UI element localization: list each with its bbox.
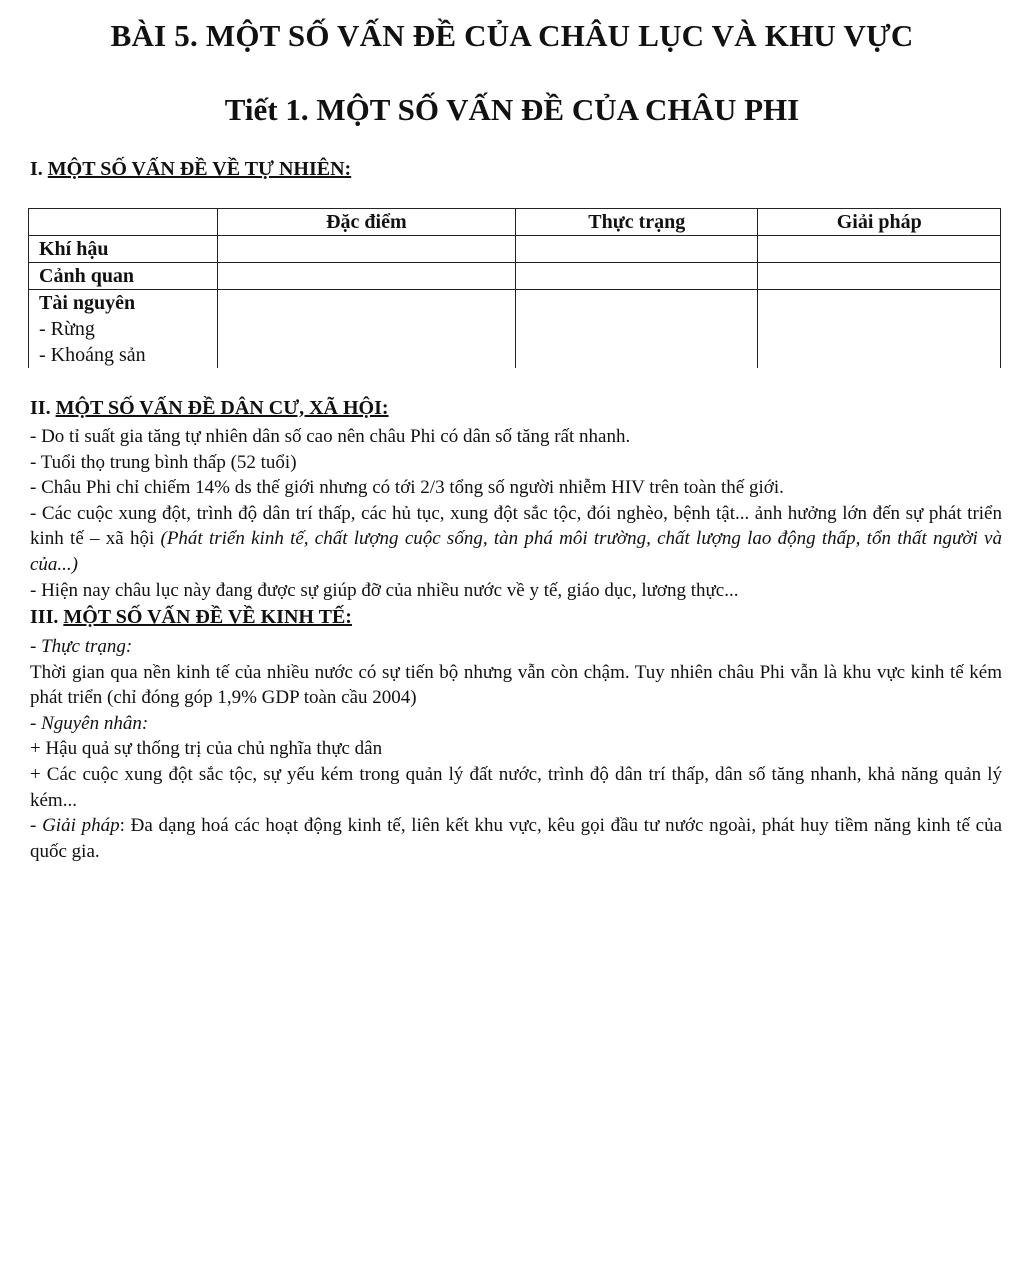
section2-body (30, 424, 1002, 603)
section2-line-4 (30, 501, 1002, 578)
row-label-forest: - Rừng (39, 318, 95, 340)
section2-line-3: - Châu Phi chỉ chiếm 14% ds thế giới nhưng có tới 2/3 tổng số người nhiễm HIV trên toàn thế giới. (30, 477, 784, 499)
solution-line (30, 813, 1002, 864)
section2-line-1: - Do tỉ suất gia tăng tự nhiên dân số cao nên châu Phi có dân số tăng rất nhanh. (30, 426, 631, 447)
cause-item-1: + Hậu quả sự thống trị của chủ nghĩa thực dân (30, 738, 383, 760)
row-label-landscape: Cảnh quan (29, 263, 218, 290)
table-row (29, 236, 1001, 263)
row-label-resources-cell (29, 290, 218, 369)
table-cell (758, 236, 1001, 263)
table-cell (217, 263, 515, 290)
lesson-subtitle: Tiết 1. MỘT SỐ VẤN ĐỀ CỦA CHÂU PHI (224, 92, 800, 127)
status-label: - Thực trạng: (30, 636, 133, 657)
section2-title: MỘT SỐ VẤN ĐỀ DÂN CƯ, XÃ HỘI: (55, 397, 389, 419)
table-cell (217, 236, 515, 263)
row-label-climate: Khí hậu (29, 236, 218, 263)
row-label-minerals: - Khoáng sản (39, 344, 146, 366)
lesson-title: BÀI 5. MỘT SỐ VẤN ĐỀ CỦA CHÂU LỤC VÀ KHU VỰC (110, 18, 914, 53)
table-row (29, 263, 1001, 290)
section1-title: MỘT SỐ VẤN ĐỀ VỀ TỰ NHIÊN: (47, 158, 352, 180)
section2-line-2: - Tuổi thọ trung bình thấp (52 tuổi) (30, 451, 297, 473)
section3-body (30, 634, 1002, 864)
section2-line-5: - Hiện nay châu lục này đang được sự giúp đỡ của nhiều nước về y tế, giáo dục, lương thực... (30, 579, 739, 601)
status-text: Thời gian qua nền kinh tế của nhiều nước có sự tiến bộ nhưng vẫn còn chậm. Tuy nhiên châu Phi vẫn là khu vực kinh tế kém phát triển (chỉ đóng góp 1,9% GDP toàn cầu 2004) (30, 661, 1002, 709)
table-cell (758, 290, 1001, 369)
section1-heading (30, 158, 351, 181)
section3-heading (30, 606, 352, 629)
table-cell (516, 236, 758, 263)
table-header-characteristics: Đặc điểm (217, 209, 515, 236)
row-label-resources: Tài nguyên (39, 292, 136, 314)
section2-line-4-italic: (Phát triển kinh tế, chất lượng cuộc sống, tàn phá môi trường, chất lượng lao động thấp, tổn thất người và của...) (30, 528, 1002, 575)
table-cell (516, 290, 758, 369)
solution-text: : Đa dạng hoá các hoạt động kinh tế, liên kết khu vực, kêu gọi đầu tư nước ngoài, phát huy tiềm năng kinh tế của quốc gia. (30, 815, 1003, 862)
nature-issues-table (28, 208, 1001, 368)
section3-prefix: III. (30, 606, 64, 628)
table-cell (516, 263, 758, 290)
section2-line-4-text: - Các cuộc xung đột, trình độ dân trí thấp, các hủ tục, xung đột sắc tộc, đói nghèo, bệnh tật... ảnh hưởng lớn đến sự phát triển kinh tế – xã hội (30, 502, 1002, 550)
section2-prefix: II. (30, 397, 56, 419)
section1-prefix: I. (30, 158, 48, 180)
cause-item-2: + Các cuộc xung đột sắc tộc, sự yếu kém trong quản lý đất nước, trình độ dân trí thấp, dân số tăng nhanh, khả năng quản lý kém... (30, 763, 1002, 811)
table-row (29, 290, 1001, 369)
table-cell (758, 263, 1001, 290)
table-header-solution: Giải pháp (758, 209, 1001, 236)
solution-dash: - (30, 815, 43, 837)
table-cell (217, 290, 515, 369)
table-header-status: Thực trạng (516, 209, 758, 236)
section3-title: MỘT SỐ VẤN ĐỀ VỀ KINH TẾ: (63, 606, 352, 628)
cause-label: - Nguyên nhân: (30, 712, 149, 734)
table-header-empty (29, 209, 218, 236)
section2-heading (30, 397, 389, 420)
table-header-row (29, 209, 1001, 236)
solution-label: Giải pháp (42, 815, 120, 837)
